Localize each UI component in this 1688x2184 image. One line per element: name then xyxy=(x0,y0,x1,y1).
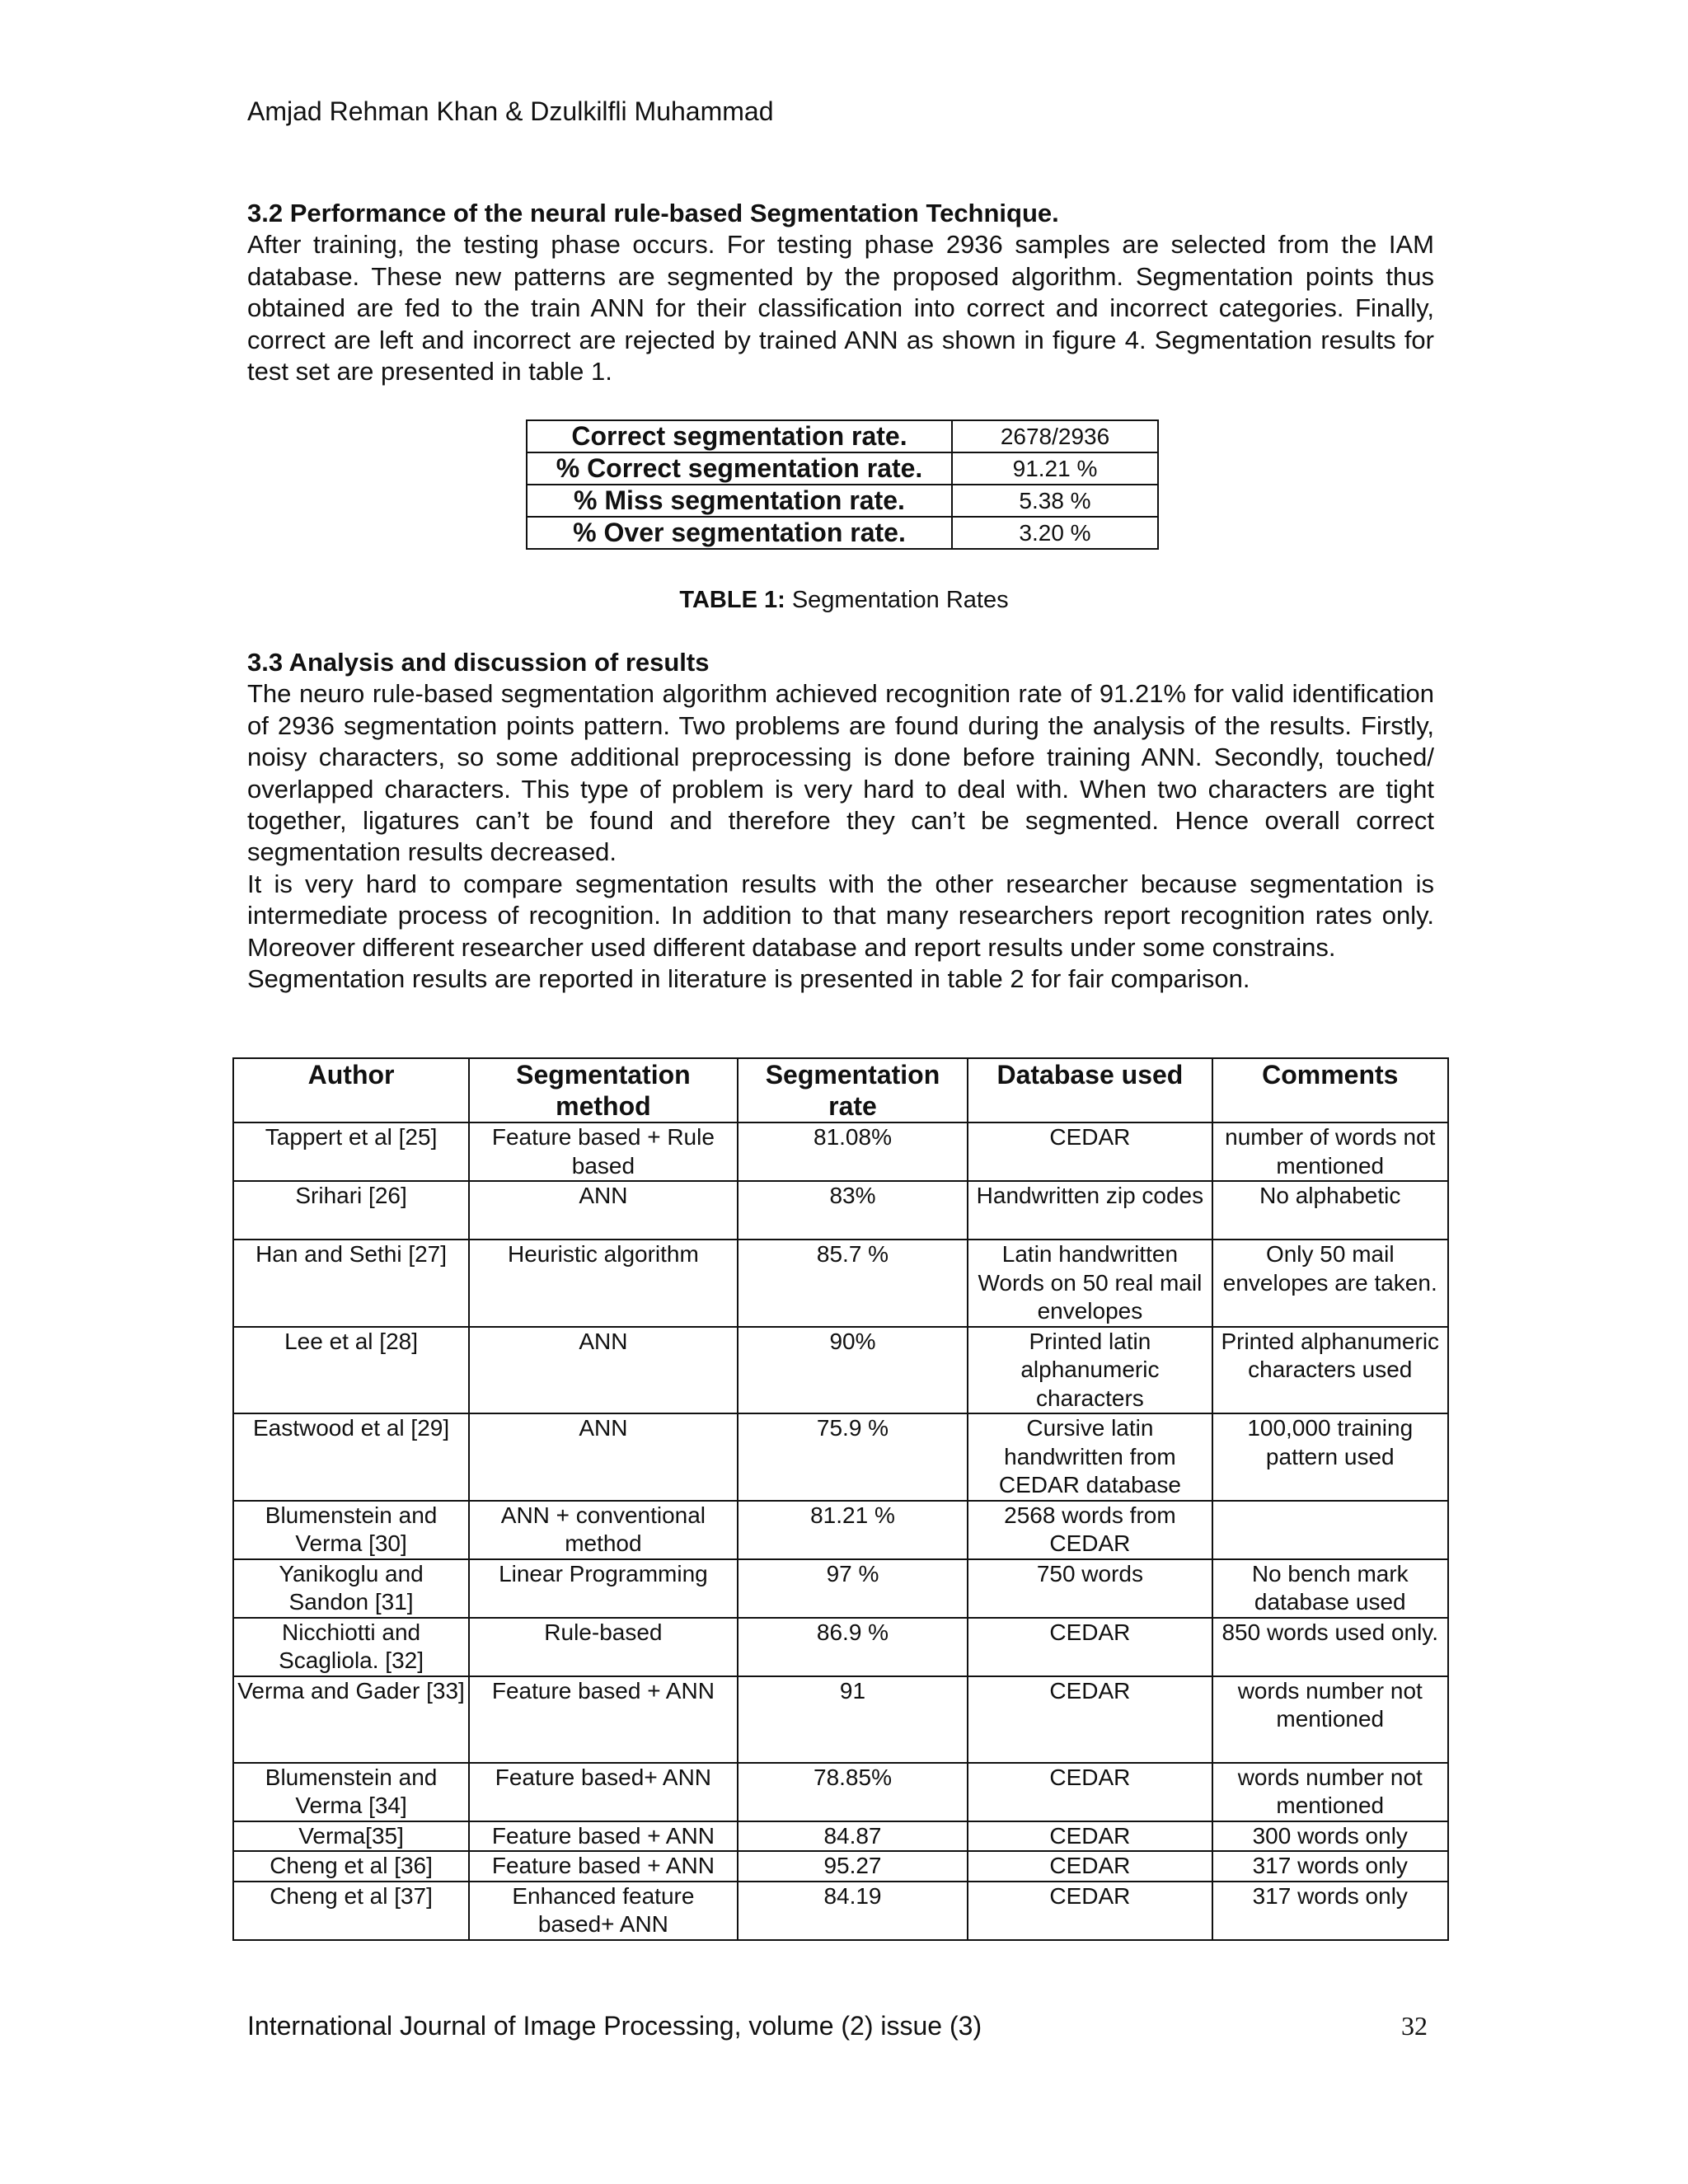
method-cell: Feature based + ANN xyxy=(469,1821,738,1852)
column-header: Comments xyxy=(1212,1058,1448,1122)
database-cell: Printed latin alphanumeric characters xyxy=(968,1327,1212,1414)
database-cell: CEDAR xyxy=(968,1676,1212,1763)
method-cell: Feature based + Rule based xyxy=(469,1122,738,1181)
paragraph: The neuro rule-based segmentation algorithm achieved recognition rate of 91.21% for valid identification of 2936 segmentation points pattern. Two problems are found during the analysis of the results. Firstly, noisy characters, so some additional preprocessing is done before training ANN. Secondly, touched/ overlapped characters. This type of problem is very hard to deal with. When two characters are tight together, ligatures can’t be found and therefore they can’t be segmented. Hence overall correct segmentation results decreased. xyxy=(247,679,1434,867)
method-cell: ANN xyxy=(469,1327,738,1414)
table-row xyxy=(233,1122,1448,1181)
rate-cell: 95.27 xyxy=(738,1851,968,1882)
author-cell: Srihari [26] xyxy=(233,1181,469,1240)
comments-cell: 317 words only xyxy=(1212,1851,1448,1882)
paragraph: It is very hard to compare segmentation results with the other researcher because segmentation is intermediate process of recognition. In addition to that many researchers report recognition rates only. Moreover different researcher used different database and report results under some constrains. xyxy=(247,869,1434,962)
running-head: Amjad Rehman Khan & Dzulkilfli Muhammad xyxy=(247,96,774,126)
author-cell: Cheng et al [36] xyxy=(233,1851,469,1882)
author-cell: Han and Sethi [27] xyxy=(233,1240,469,1327)
database-cell: CEDAR xyxy=(968,1851,1212,1882)
section-heading: 3.3 Analysis and discussion of results xyxy=(247,648,710,677)
table-row xyxy=(527,485,1158,517)
method-cell: ANN + conventional method xyxy=(469,1501,738,1559)
method-cell: Feature based+ ANN xyxy=(469,1763,738,1821)
rate-label: % Over segmentation rate. xyxy=(527,517,952,549)
rate-value: 5.38 % xyxy=(952,485,1158,517)
rate-value: 91.21 % xyxy=(952,452,1158,485)
method-cell: Feature based + ANN xyxy=(469,1851,738,1882)
column-header: Database used xyxy=(968,1058,1212,1122)
author-cell: Tappert et al [25] xyxy=(233,1122,469,1181)
rate-cell: 85.7 % xyxy=(738,1240,968,1327)
method-cell: Feature based + ANN xyxy=(469,1676,738,1763)
author-cell: Verma[35] xyxy=(233,1821,469,1852)
table-row xyxy=(233,1240,1448,1327)
table-header-row xyxy=(233,1058,1448,1122)
table-row xyxy=(233,1327,1448,1414)
table-row xyxy=(233,1618,1448,1676)
database-cell: CEDAR xyxy=(968,1618,1212,1676)
author-cell: Verma and Gader [33] xyxy=(233,1676,469,1763)
rate-cell: 91 xyxy=(738,1676,968,1763)
caption-text: Segmentation Rates xyxy=(785,587,1009,613)
comments-cell: 300 words only xyxy=(1212,1821,1448,1852)
rate-label: % Correct segmentation rate. xyxy=(527,452,952,485)
comments-cell: 850 words used only. xyxy=(1212,1618,1448,1676)
database-cell: 2568 words from CEDAR xyxy=(968,1501,1212,1559)
caption-label: TABLE 1: xyxy=(679,587,785,613)
database-cell: Latin handwritten Words on 50 real mail envelopes xyxy=(968,1240,1212,1327)
segmentation-rates-table xyxy=(526,419,1159,550)
comments-cell: words number not mentioned xyxy=(1212,1763,1448,1821)
method-cell: Enhanced feature based+ ANN xyxy=(469,1882,738,1940)
table-row xyxy=(527,517,1158,549)
method-cell: Linear Programming xyxy=(469,1559,738,1618)
table-row xyxy=(527,452,1158,485)
table-row xyxy=(233,1413,1448,1501)
rate-cell: 83% xyxy=(738,1181,968,1240)
table-row xyxy=(233,1763,1448,1821)
table-row xyxy=(233,1676,1448,1763)
table-row xyxy=(233,1501,1448,1559)
comments-cell: No alphabetic xyxy=(1212,1181,1448,1240)
rate-label: Correct segmentation rate. xyxy=(527,420,952,452)
database-cell: Cursive latin handwritten from CEDAR database xyxy=(968,1413,1212,1501)
rate-value: 3.20 % xyxy=(952,517,1158,549)
rate-cell: 75.9 % xyxy=(738,1413,968,1501)
author-cell: Yanikoglu and Sandon [31] xyxy=(233,1559,469,1618)
comments-cell: number of words not mentioned xyxy=(1212,1122,1448,1181)
column-header: Segmentation method xyxy=(469,1058,738,1122)
rate-cell: 84.87 xyxy=(738,1821,968,1852)
column-header: Segmentation rate xyxy=(738,1058,968,1122)
rate-value: 2678/2936 xyxy=(952,420,1158,452)
method-cell: ANN xyxy=(469,1181,738,1240)
database-cell: CEDAR xyxy=(968,1122,1212,1181)
table-row xyxy=(233,1882,1448,1940)
author-cell: Lee et al [28] xyxy=(233,1327,469,1414)
column-header: Author xyxy=(233,1058,469,1122)
database-cell: 750 words xyxy=(968,1559,1212,1618)
comments-cell: No bench mark database used xyxy=(1212,1559,1448,1618)
database-cell: CEDAR xyxy=(968,1882,1212,1940)
literature-comparison-table xyxy=(232,1057,1449,1941)
database-cell: CEDAR xyxy=(968,1821,1212,1852)
rate-cell: 97 % xyxy=(738,1559,968,1618)
rate-cell: 90% xyxy=(738,1327,968,1414)
journal-footer: International Journal of Image Processing, volume (2) issue (3) xyxy=(247,2011,982,2041)
rate-label: % Miss segmentation rate. xyxy=(527,485,952,517)
rate-cell: 81.08% xyxy=(738,1122,968,1181)
table-row xyxy=(233,1851,1448,1882)
author-cell: Blumenstein and Verma [30] xyxy=(233,1501,469,1559)
table-row xyxy=(233,1181,1448,1240)
table-row xyxy=(527,420,1158,452)
rate-cell: 78.85% xyxy=(738,1763,968,1821)
comments-cell: Only 50 mail envelopes are taken. xyxy=(1212,1240,1448,1327)
paragraph: Segmentation results are reported in literature is presented in table 2 for fair comparison. xyxy=(247,964,1250,994)
page-number: 32 xyxy=(1401,2011,1428,2041)
database-cell: CEDAR xyxy=(968,1763,1212,1821)
author-cell: Nicchiotti and Scagliola. [32] xyxy=(233,1618,469,1676)
table-row xyxy=(233,1559,1448,1618)
paragraph: After training, the testing phase occurs. For testing phase 2936 samples are selected from the IAM database. These new patterns are segmented by the proposed algorithm. Segmentation points thus obtained are fed to the train ANN for their classification into correct and incorrect categories. Finally, correct are left and incorrect are rejected by trained ANN as shown in figure 4. Segmentation results for test set are presented in table 1. xyxy=(247,230,1434,387)
database-cell: Handwritten zip codes xyxy=(968,1181,1212,1240)
table-1-caption xyxy=(0,587,1688,614)
section-3-2 xyxy=(247,198,1434,387)
section-heading: 3.2 Performance of the neural rule-based Segmentation Technique. xyxy=(247,199,1059,227)
author-cell: Cheng et al [37] xyxy=(233,1882,469,1940)
table-row xyxy=(233,1821,1448,1852)
rate-cell: 84.19 xyxy=(738,1882,968,1940)
comments-cell xyxy=(1212,1501,1448,1559)
author-cell: Blumenstein and Verma [34] xyxy=(233,1763,469,1821)
method-cell: Rule-based xyxy=(469,1618,738,1676)
rate-cell: 81.21 % xyxy=(738,1501,968,1559)
comments-cell: 100,000 training pattern used xyxy=(1212,1413,1448,1501)
method-cell: Heuristic algorithm xyxy=(469,1240,738,1327)
section-3-3 xyxy=(247,647,1434,995)
comments-cell: words number not mentioned xyxy=(1212,1676,1448,1763)
comments-cell: 317 words only xyxy=(1212,1882,1448,1940)
comments-cell: Printed alphanumeric characters used xyxy=(1212,1327,1448,1414)
method-cell: ANN xyxy=(469,1413,738,1501)
rate-cell: 86.9 % xyxy=(738,1618,968,1676)
author-cell: Eastwood et al [29] xyxy=(233,1413,469,1501)
